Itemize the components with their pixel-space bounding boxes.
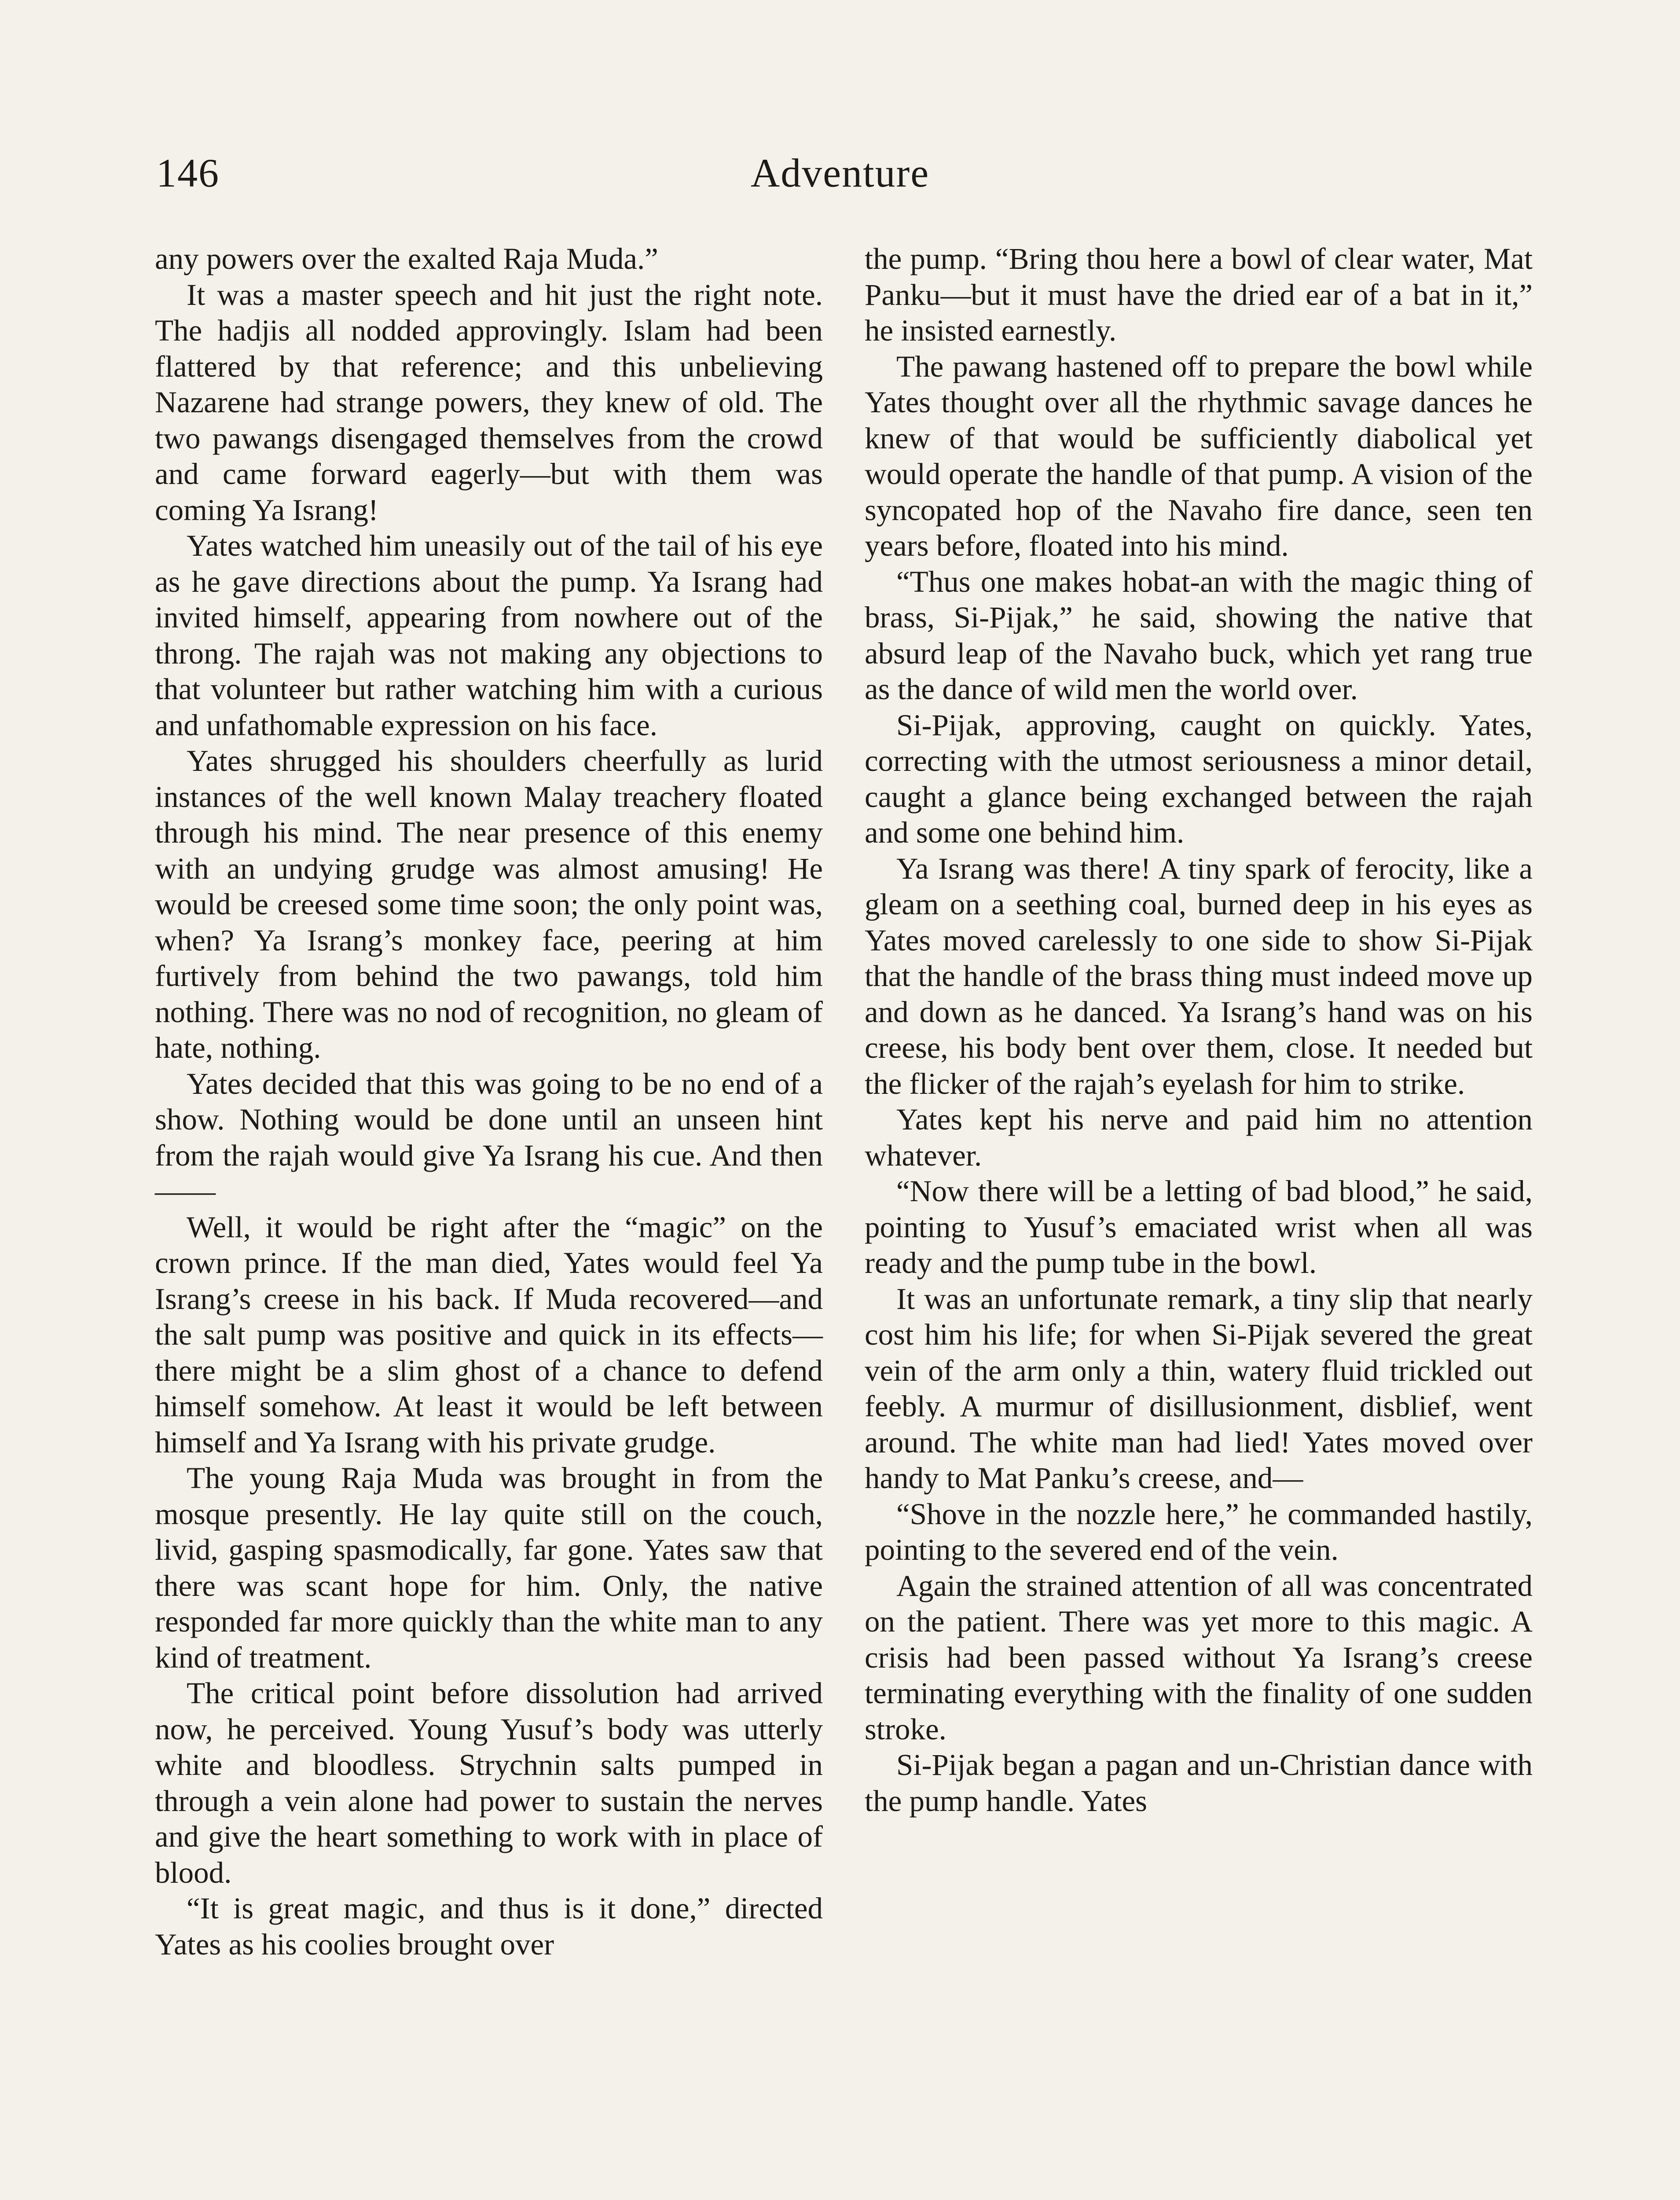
- paragraph: Well, it would be right after the “magic” on the crown prince. If the man died, Yates would feel Ya Israng’s creese in his back. If Muda recovered—and the salt pump was positive and quick in its effects—there might be a slim ghost of a chance to defend himself somehow. At least it would be left between himself and Ya Israng with his private grudge.: [155, 1210, 823, 1459]
- paragraph: Ya Israng was there! A tiny spark of ferocity, like a gleam on a seething coal, burned deep in his eyes as Yates moved carelessly to one side to show Si-Pijak that the handle of the brass thing must indeed move up and down as he danced. Ya Israng’s hand was on his creese, his body bent over them, close. It needed but the flicker of the rajah’s eyelash for him to strike.: [865, 851, 1533, 1100]
- page-header: [0, 150, 1680, 211]
- paragraph: any powers over the exalted Raja Muda.”: [155, 242, 658, 275]
- paragraph: “Now there will be a letting of bad blood,” he said, pointing to Yusuf’s emaciated wrist when all was ready and the pump tube in the bowl.: [865, 1174, 1533, 1280]
- paragraph: Yates decided that this was going to be no end of a show. Nothing would be done until an unseen hint from the rajah would give Ya Israng his cue. And then——: [155, 1067, 823, 1208]
- left-column: [155, 241, 823, 1962]
- paragraph: Yates watched him uneasily out of the tail of his eye as he gave directions about the pump. Ya Israng had invited himself, appearing from nowhere out of the throng. The rajah was not making any objections to that volunteer but rather watching him with a curious and unfathomable expression on his face.: [155, 529, 823, 742]
- running-title: Adventure: [750, 150, 930, 195]
- paragraph: Si-Pijak, approving, caught on quickly. Yates, correcting with the utmost seriousness a minor detail, caught a glance being exchanged between the rajah and some one behind him.: [865, 708, 1533, 849]
- paragraph: The young Raja Muda was brought in from the mosque presently. He lay quite still on the couch, livid, gasping spasmodically, far gone. Yates saw that there was scant hope for him. Only, the native responded far more quickly than the white man to any kind of treatment.: [155, 1461, 823, 1674]
- paragraph: “It is great magic, and thus is it done,” directed Yates as his coolies brought over: [155, 1892, 823, 1961]
- paragraph: It was an unfortunate remark, a tiny slip that nearly cost him his life; for when Si-Pijak severed the great vein of the arm only a thin, watery fluid trickled out feebly. A murmur of disillusionment, disblief, went around. The white man had lied! Yates moved over handy to Mat Panku’s creese, and—: [865, 1282, 1533, 1495]
- page-number: 146: [156, 150, 220, 195]
- right-column: [865, 241, 1533, 1819]
- paragraph: “Shove in the nozzle here,” he commanded hastily, pointing to the severed end of the vein.: [865, 1497, 1533, 1566]
- paragraph: Again the strained attention of all was concentrated on the patient. There was yet more to this magic. A crisis had been passed without Ya Israng’s creese terminating everything with the finality of one sudden stroke.: [865, 1569, 1533, 1746]
- paragraph: “Thus one makes hobat-an with the magic thing of brass, Si-Pijak,” he said, showing the native that absurd leap of the Navaho buck, which yet rang true as the dance of wild men the world over.: [865, 565, 1533, 706]
- paragraph: Si-Pijak began a pagan and un-Christian dance with the pump handle. Yates: [865, 1748, 1533, 1818]
- paragraph: the pump. “Bring thou here a bowl of clear water, Mat Panku—but it must have the dried ear of a bat in it,” he insisted earnestly.: [865, 242, 1533, 347]
- paragraph: It was a master speech and hit just the right note. The hadjis all nodded approvingly. Islam had been flattered by that reference; and this unbelieving Nazarene had strange powers, they knew of old. The two pawangs disengaged themselves from the crowd and came forward eagerly—but with them was coming Ya Israng!: [155, 278, 823, 527]
- paragraph: The pawang hastened off to prepare the bowl while Yates thought over all the rhythmic savage dances he knew of that would be sufficiently diabolical yet would operate the handle of that pump. A vision of the syncopated hop of the Navaho fire dance, seen ten years before, floated into his mind.: [865, 349, 1533, 562]
- paragraph: The critical point before dissolution had arrived now, he perceived. Young Yusuf’s body was utterly white and bloodless. Strychnin salts pumped in through a vein alone had power to sustain the nerves and give the heart something to work with in place of blood.: [155, 1676, 823, 1889]
- paragraph: Yates shrugged his shoulders cheerfully as lurid instances of the well known Malay treachery floated through his mind. The near presence of this enemy with an undying grudge was almost amusing! He would be creesed some time soon; the only point was, when? Ya Israng’s monkey face, peering at him furtively from behind the two pawangs, told him nothing. There was no nod of recognition, no gleam of hate, nothing.: [155, 744, 823, 1064]
- paragraph: Yates kept his nerve and paid him no attention whatever.: [865, 1103, 1533, 1172]
